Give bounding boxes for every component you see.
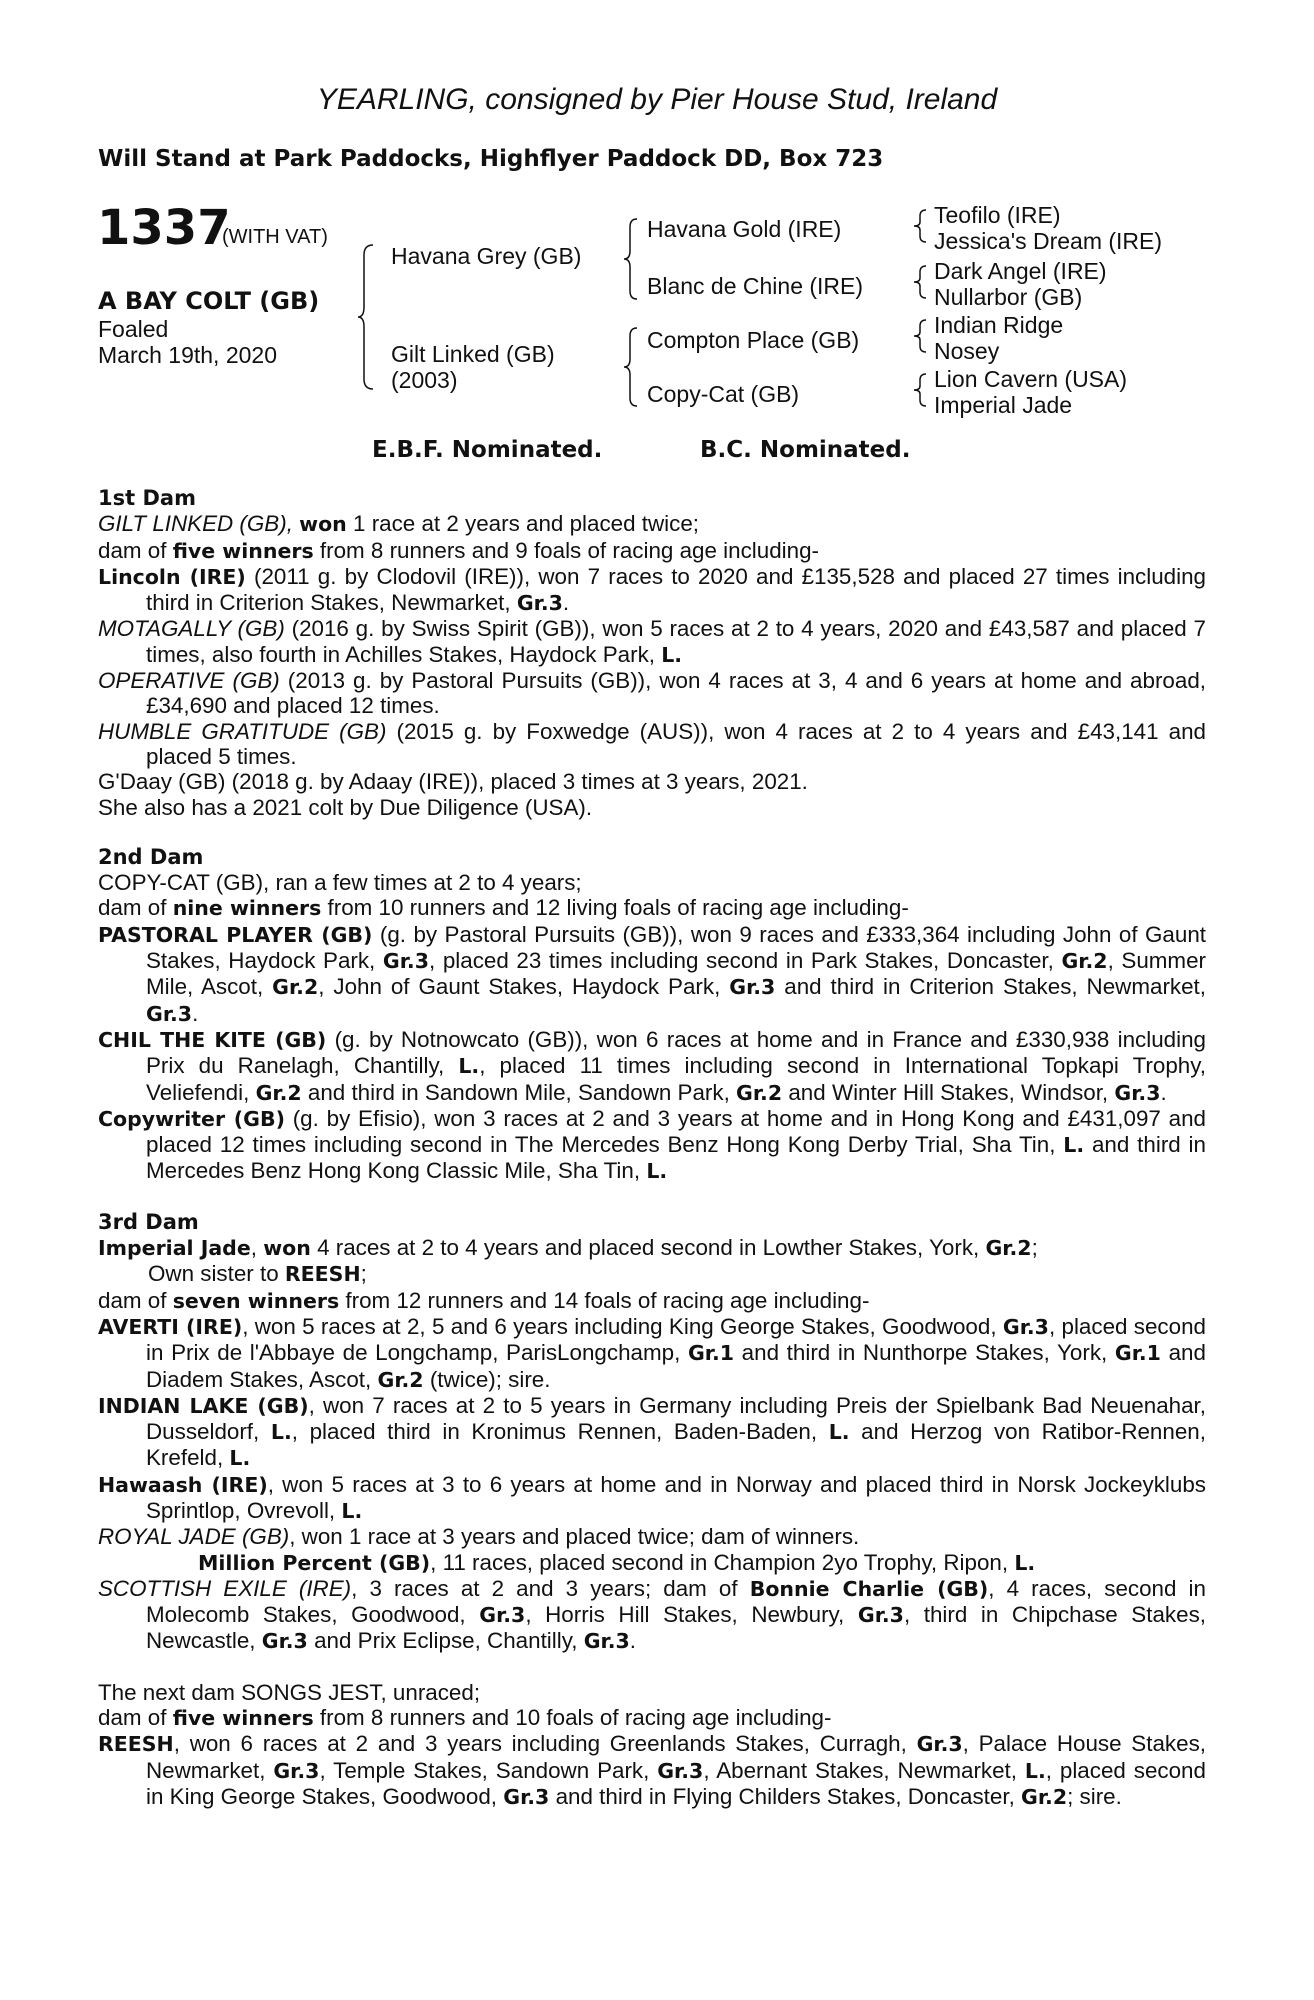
- produce-name: Million Percent (GB): [198, 1550, 431, 1575]
- produce-text: ; sire.: [1067, 1783, 1122, 1809]
- produce-text: (2011 g. by Clodovil (IRE)), won 7 races to 2020 and £135,528 and placed 27 times including third in Criterion Stakes, Newmarket,: [146, 563, 1206, 616]
- produce-text: , 4 races, second in Molecomb Stakes, Goodwood,: [146, 1575, 1206, 1628]
- grade-label: Gr.3: [503, 1784, 550, 1809]
- produce-name: Lincoln (IRE): [98, 564, 246, 589]
- winners-count: five winners: [172, 538, 314, 563]
- first-dam-heading: 1st Dam: [98, 486, 196, 510]
- produce-text: and third in Nunthorpe Stakes, York,: [741, 1340, 1108, 1366]
- grade-label: L.: [646, 1159, 668, 1184]
- dam-of-label: dam of: [98, 895, 167, 921]
- dam-of-label: dam of: [98, 1287, 167, 1313]
- winners-count: five winners: [172, 1706, 314, 1731]
- grade-label: L.: [828, 1420, 850, 1445]
- produce-name: INDIAN LAKE (GB): [98, 1393, 309, 1418]
- second-dam-intro: COPY-CAT (GB), ran a few times at 2 to 4 years;: [98, 870, 582, 896]
- produce-text: and Diadem Stakes, Ascot,: [146, 1340, 1206, 1392]
- produce-text: and third in Sandown Mile, Sandown Park,: [307, 1079, 730, 1105]
- grade-label: Gr.3: [382, 949, 429, 974]
- third-dam-intro: Imperial Jade, won 4 races at 2 to 4 years and placed second in Lowther Stakes, York, Gr.2;: [98, 1235, 1038, 1261]
- grade-label: L.: [1063, 1133, 1085, 1158]
- produce-entry: [98, 1106, 1206, 1185]
- produce-name: PASTORAL PLAYER (GB): [98, 922, 373, 947]
- grade-label: Gr.3: [1114, 1080, 1161, 1105]
- grade-label: Gr.2: [1021, 1784, 1068, 1809]
- next-dam-produce: [98, 1705, 1206, 1731]
- grade-label: Gr.2: [985, 1236, 1032, 1261]
- produce-text: and third in Flying Childers Stakes, Doncaster,: [555, 1783, 1015, 1809]
- produce-name: HUMBLE GRATITUDE (GB): [98, 718, 387, 744]
- produce-name: REESH: [98, 1732, 174, 1757]
- vat-label: (WITH VAT): [222, 226, 328, 248]
- second-dam-produce: [98, 895, 1206, 921]
- third-dam-heading: 3rd Dam: [98, 1209, 199, 1234]
- grade-label: Gr.3: [273, 1758, 320, 1783]
- produce-text: and Winter Hill Stakes, Windsor,: [788, 1079, 1109, 1105]
- second-dam-heading: 2nd Dam: [98, 844, 204, 869]
- grade-label: Gr.3: [516, 591, 563, 616]
- produce-text: G'Daay (GB) (2018 g. by Adaay (IRE)), placed 3 times at 3 years, 2021.: [98, 769, 808, 795]
- pedigree-brace-g3: [914, 318, 928, 354]
- produce-entry: [98, 668, 1206, 719]
- pedigree-brace-main: [358, 243, 378, 391]
- grade-label: Gr.3: [857, 1603, 904, 1628]
- produce-text: , 11 races, placed second in Champion 2yo Trophy, Ripon,: [430, 1549, 1009, 1575]
- first-dam-produce: [98, 538, 1206, 564]
- sire-dam-name: Blanc de Chine (IRE): [647, 273, 864, 299]
- produce-name: MOTAGALLY (GB): [98, 616, 285, 642]
- dam-dam-name: Copy-Cat (GB): [647, 381, 800, 407]
- first-dam-record: 1 race at 2 years and placed twice;: [353, 511, 700, 537]
- produce-entry: [98, 719, 1206, 770]
- produce-entry-grand: [198, 1550, 1206, 1576]
- first-dam-closing: She also has a 2021 colt by Due Diligence (USA).: [98, 794, 593, 820]
- produce-text: , Abernant Stakes, Newmarket,: [703, 1757, 1017, 1783]
- produce-text: and Prix Eclipse, Chantilly,: [314, 1628, 578, 1654]
- first-dam-intro: [98, 511, 1206, 537]
- produce-entry: [98, 1314, 1206, 1393]
- produce-text: and third in Mercedes Benz Hong Kong Classic Mile, Sha Tin,: [146, 1132, 1206, 1184]
- grade-label: Gr.3: [916, 1732, 963, 1757]
- grand-dam-1: Jessica's Dream (IRE): [934, 228, 1163, 254]
- grand-sire-1: Teofilo (IRE): [934, 202, 1061, 228]
- produce-text: , John of Gaunt Stakes, Haydock Park,: [318, 974, 721, 1000]
- first-dam-name: GILT LINKED (GB),: [98, 511, 293, 537]
- foaled-label: Foaled: [98, 316, 169, 342]
- produce-entry: [98, 1393, 1206, 1472]
- third-dam-name: Imperial Jade: [98, 1236, 251, 1261]
- produce-text: , won 7 races at 2 to 5 years in Germany including Preis der Spielbank Bad Neuenahar, Dusseldorf,: [146, 1392, 1206, 1445]
- produce-name: Copywriter (GB): [98, 1106, 285, 1131]
- produce-text: , placed 23 times including second in Park Stakes, Doncaster,: [428, 948, 1054, 974]
- ebf-nomination: E.B.F. Nominated.: [372, 437, 603, 463]
- own-sister-line: Own sister to REESH;: [148, 1261, 367, 1287]
- grade-label: L.: [229, 1446, 251, 1471]
- produce-summary: from 12 runners and 14 foals of racing age including-: [345, 1287, 870, 1313]
- produce-text: (2016 g. by Swiss Spirit (GB)), won 5 races at 2 to 4 years, 2020 and £43,587 and placed 7 times, also fourth in Achilles Stakes, Haydock Park,: [146, 616, 1207, 667]
- pedigree-brace-dam: [624, 326, 640, 408]
- produce-entry: PASTORAL PLAYER (GB) (g. by Pastoral Pursuits (GB)), won 9 races and £333,364 including John of Gaunt Stakes, Haydock Park, Gr.3, placed 23 times including second in Park Stakes, Doncaster, Gr.2, Summer Mile, Ascot, Gr.2, John of Gaunt Stakes, Haydock Park, Gr.3 and third in Criterion Stakes, Newmarket, Gr.3.: [98, 921, 1206, 1026]
- pedigree-brace-g2: [914, 264, 928, 300]
- dam-sire-name: Compton Place (GB): [647, 327, 860, 353]
- pedigree-brace-g1: [914, 208, 928, 244]
- produce-summary: from 8 runners and 10 foals of racing age including-: [319, 1705, 832, 1731]
- dam-of-label: dam of: [98, 1705, 167, 1731]
- grade-label: L.: [1014, 1550, 1036, 1575]
- produce-text: , won 6 races at 2 and 3 years including Greenlands Stakes, Curragh,: [173, 1731, 907, 1757]
- pedigree-brace-g4: [914, 372, 928, 408]
- grade-label: L.: [1024, 1758, 1046, 1783]
- produce-entry-grand: SCOTTISH EXILE (IRE), 3 races at 2 and 3 years; dam of Bonnie Charlie (GB), 4 races, second in Molecomb Stakes, Goodwood, Gr.3, Horris Hill Stakes, Newbury, Gr.3, third in Chipchase Stakes, Newcastle, Gr.3 and Prix Eclipse, Chantilly, Gr.3.: [98, 1575, 1206, 1654]
- produce-text: (g. by Pastoral Pursuits (GB)), won 9 races and £333,364 including John of Gaunt Stakes, Haydock Park,: [146, 921, 1206, 974]
- grade-label: Gr.2: [1061, 949, 1108, 974]
- sire-sire-name: Havana Gold (IRE): [647, 216, 842, 242]
- produce-name: Bonnie Charlie (GB): [749, 1576, 989, 1601]
- produce-entry: CHIL THE KITE (GB) (g. by Notnowcato (GB)), won 6 races at home and in France and £330,938 including Prix du Ranelagh, Chantilly, L., placed 11 times including second in International Topkapi Trophy, Veliefendi, Gr.2 and third in Sandown Mile, Sandown Park, Gr.2 and Winter Hill Stakes, Windsor, Gr.3.: [98, 1026, 1206, 1105]
- produce-text: , placed second in King George Stakes, Goodwood,: [146, 1757, 1206, 1809]
- grade-label: Gr.3: [261, 1629, 308, 1654]
- produce-text: (2013 g. by Pastoral Pursuits (GB)), won 4 races at 3, 4 and 6 years at home and abroad, £34,690 and placed 12 times.: [146, 668, 1206, 719]
- grand-dam-3: Nosey: [934, 338, 1000, 364]
- produce-text: , third in Chipchase Stakes, Newcastle,: [146, 1602, 1206, 1654]
- catalogue-body: [98, 486, 1206, 1810]
- produce-name: AVERTI (IRE): [98, 1314, 243, 1339]
- produce-text: , won 5 races at 2, 5 and 6 years including King George Stakes, Goodwood,: [242, 1313, 997, 1339]
- produce-text: (g. by Notnowcato (GB)), won 6 races at home and in France and £330,938 including Prix du Ranelagh, Chantilly,: [146, 1026, 1206, 1079]
- produce-entry: Lincoln (IRE) (2011 g. by Clodovil (IRE)), won 7 races to 2020 and £135,528 and placed 27 times including third in Criterion Stakes, Newmarket, Gr.3.: [98, 563, 1206, 616]
- produce-name: CHIL THE KITE (GB): [98, 1027, 327, 1052]
- produce-text: (g. by Efisio), won 3 races at 2 and 3 years at home and in Hong Kong and £431,097 and placed 12 times including second in The Mercedes Benz Hong Kong Derby Trial, Sha Tin,: [146, 1105, 1206, 1158]
- grade-label: Gr.3: [479, 1603, 526, 1628]
- grade-label: Gr.1: [687, 1341, 735, 1366]
- produce-text: , placed 11 times including second in International Topkapi Trophy, Veliefendi,: [146, 1053, 1206, 1105]
- next-dam-intro: The next dam SONGS JEST, unraced;: [98, 1679, 481, 1705]
- foaled-date: March 19th, 2020: [98, 342, 278, 368]
- own-sister-label: Own sister to: [148, 1261, 279, 1287]
- produce-entry: [98, 616, 1206, 668]
- produce-summary: from 8 runners and 9 foals of racing age including-: [319, 537, 819, 563]
- produce-entry: [98, 1731, 1206, 1810]
- produce-text: , Horris Hill Stakes, Newbury,: [525, 1602, 845, 1628]
- produce-text: and third in Criterion Stakes, Newmarket,: [784, 974, 1206, 1000]
- produce-entry: [98, 769, 1206, 794]
- grade-label: Gr.2: [255, 1080, 302, 1105]
- produce-name: OPERATIVE (GB): [98, 668, 280, 694]
- grade-label: L.: [270, 1420, 292, 1445]
- grade-label: Gr.3: [729, 975, 776, 1000]
- grade-label: Gr.3: [583, 1629, 630, 1654]
- grand-sire-3: Indian Ridge: [934, 312, 1064, 338]
- produce-entry: [98, 1472, 1206, 1525]
- grand-sire-4: Lion Cavern (USA): [934, 366, 1128, 392]
- produce-text: , 3 races at 2 and 3 years; dam of: [351, 1575, 738, 1601]
- grade-label: Gr.2: [377, 1367, 424, 1392]
- grade-label: L.: [341, 1498, 363, 1523]
- dam-name: Gilt Linked (GB): [391, 341, 555, 367]
- horse-name: A BAY COLT (GB): [98, 287, 320, 315]
- sister-name: REESH: [284, 1262, 361, 1287]
- sire-name: Havana Grey (GB): [391, 243, 582, 269]
- third-dam-record: 4 races at 2 to 4 years and placed second in Lowther Stakes, York,: [317, 1235, 980, 1261]
- produce-text: (2015 g. by Foxwedge (AUS)), won 4 races at 2 to 4 years and £43,141 and placed 5 times.: [146, 718, 1206, 769]
- produce-text: , won 1 race at 3 years and placed twice; dam of winners.: [289, 1524, 860, 1550]
- produce-text: , Palace House Stakes, Newmarket,: [146, 1731, 1206, 1783]
- produce-text: and Herzog von Ratibor-Rennen, Krefeld,: [146, 1419, 1206, 1471]
- won-label: won: [299, 512, 347, 537]
- produce-text: , placed second in Prix de l'Abbaye de Longchamp, ParisLongchamp,: [146, 1313, 1206, 1366]
- produce-name: SCOTTISH EXILE (IRE): [98, 1575, 352, 1601]
- grand-sire-2: Dark Angel (IRE): [934, 258, 1107, 284]
- grade-label: L.: [458, 1054, 480, 1079]
- winners-count: seven winners: [172, 1288, 340, 1313]
- produce-entry: [98, 1524, 1206, 1549]
- lot-number: 1337: [97, 200, 231, 256]
- winners-count: nine winners: [172, 896, 322, 921]
- pedigree-brace-sire: [624, 217, 640, 301]
- grade-label: Gr.3: [1002, 1314, 1049, 1339]
- stand-location: Will Stand at Park Paddocks, Highflyer Paddock DD, Box 723: [98, 146, 884, 172]
- grade-label: L.: [661, 642, 683, 667]
- dam-of-label: dam of: [98, 537, 167, 563]
- page-title: YEARLING, consigned by Pier House Stud, Ireland: [316, 83, 998, 116]
- produce-text: , won 5 races at 3 to 6 years at home and in Norway and placed third in Norsk Jockeyklubs Sprintlop, Ovrevoll,: [146, 1471, 1206, 1523]
- bc-nomination: B.C. Nominated.: [700, 437, 911, 463]
- grand-dam-4: Imperial Jade: [934, 392, 1073, 418]
- produce-text: (twice); sire.: [429, 1366, 551, 1392]
- grade-label: Gr.3: [146, 1001, 193, 1026]
- produce-text: , Summer Mile, Ascot,: [146, 948, 1206, 1000]
- grade-label: Gr.3: [657, 1758, 704, 1783]
- produce-text: , placed third in Kronimus Rennen, Baden-Baden,: [291, 1419, 818, 1445]
- produce-name: Hawaash (IRE): [98, 1472, 268, 1497]
- grade-label: Gr.1: [1114, 1341, 1161, 1366]
- third-dam-produce: [98, 1288, 1206, 1314]
- dam-year: (2003): [391, 367, 458, 393]
- grade-label: Gr.2: [736, 1080, 783, 1105]
- grand-dam-2: Nullarbor (GB): [934, 284, 1083, 310]
- produce-summary: from 10 runners and 12 living foals of racing age including-: [327, 895, 909, 921]
- produce-name: ROYAL JADE (GB): [98, 1524, 290, 1550]
- grade-label: Gr.2: [272, 975, 319, 1000]
- won-label: won: [263, 1236, 311, 1261]
- produce-text: , Temple Stakes, Sandown Park,: [319, 1757, 650, 1783]
